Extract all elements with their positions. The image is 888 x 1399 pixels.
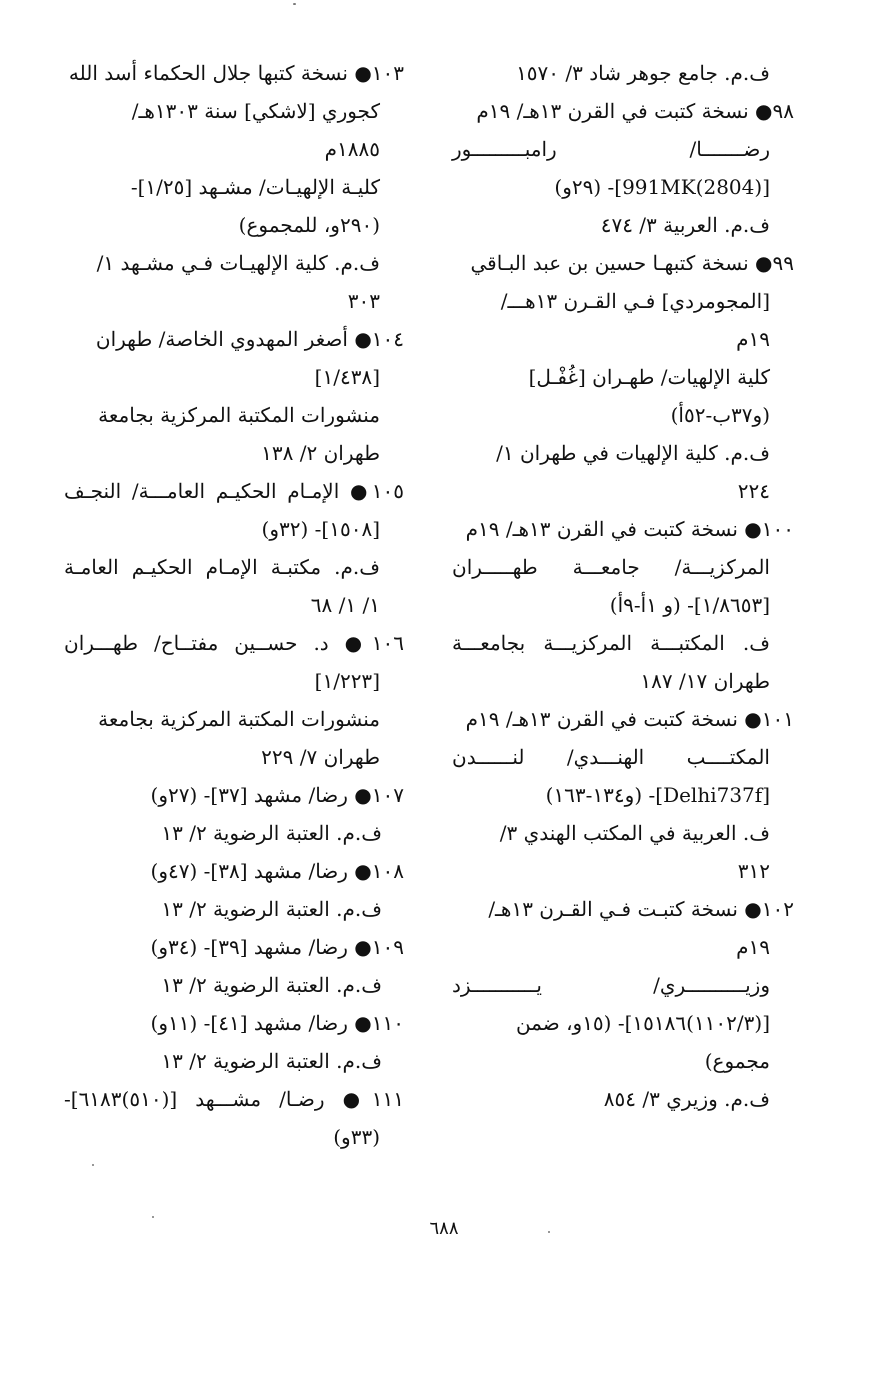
- entry-first-line: ٩٩● نسخة كتبهـا حسين بن عبد البـاقي: [470, 251, 794, 275]
- entry-line: كجوري [لاشكي] سنة ١٣٠٣هـ/: [131, 99, 380, 123]
- entry-first-line: ١٠٩● رضا/ مشهد [٣٩]- (٣٤و): [150, 935, 404, 959]
- entry-line: ف.م. مكتبـة الإمـام الحكيـم العامـة: [64, 555, 380, 579]
- entry-line: ف.م. وزيري ٣/ ٨٥٤: [603, 1087, 770, 1111]
- entry-line: كلية الإلهيات/ طهـران [غُفْـل]: [528, 365, 770, 389]
- entry-first-line: ١٠٧● رضا/ مشهد [٣٧]- (٢٧و): [150, 783, 404, 807]
- entry-line: ١/ ١/ ٦٨: [310, 593, 380, 617]
- entry-first-line: ١٠١● نسخة كتبت في القرن ١٣هـ/ ١٩م: [465, 707, 794, 731]
- catalog-entry: [452, 54, 794, 92]
- entry-line: (٣٣و): [333, 1125, 380, 1149]
- entry-line: ف. المكتبـــة المركزيـــة بجامعـــة: [452, 631, 770, 655]
- catalog-entry: [64, 776, 404, 852]
- entry-line: طهران ١٧/ ١٨٧: [640, 669, 770, 693]
- right-column: [452, 54, 794, 1118]
- entry-line: ف.م. كلية الإلهيـات فـي مشـهد ١/: [96, 251, 380, 275]
- entry-line: ف. العربية في المكتب الهندي ٣/: [499, 821, 770, 845]
- entry-line: ٣١٢: [737, 859, 770, 883]
- scan-speck: [92, 1164, 94, 1166]
- catalog-entry: [64, 1080, 404, 1156]
- entry-line: كليـة الإلهيـات/ مشـهد [١/٢٥]-: [130, 175, 380, 199]
- entry-line: ٣٠٣: [347, 289, 380, 313]
- entry-line: المركزيـــة/ جامعـــة طهـــــران: [452, 555, 770, 579]
- catalog-entry: [64, 472, 404, 624]
- catalog-entry: [64, 1004, 404, 1080]
- entry-line: منشورات المكتبة المركزية بجامعة: [98, 403, 380, 427]
- entry-first-line: ١١٠● رضا/ مشهد [٤١]- (١١و): [150, 1011, 404, 1035]
- entry-line: [١٥٠٨]- (٣٢و): [261, 517, 380, 541]
- entry-line: ف.م. العربية ٣/ ٤٧٤: [600, 213, 770, 237]
- entry-line: ١٨٨٥م: [324, 137, 380, 161]
- catalog-entry: [64, 928, 404, 1004]
- scan-speck: [548, 1231, 550, 1233]
- entry-line: ١٩م: [736, 327, 770, 351]
- catalog-entry: [452, 510, 794, 700]
- entry-first-line: ١٠٢● نسخة كتبـت فـي القـرن ١٣هـ/: [488, 897, 794, 921]
- entry-line: [١/٤٣٨]: [314, 365, 380, 389]
- entry-first-line: ١٠٠● نسخة كتبت في القرن ١٣هـ/ ١٩م: [465, 517, 794, 541]
- entry-line: مجموع): [704, 1049, 770, 1073]
- catalog-entry: [452, 92, 794, 244]
- entry-first-line: ٩٨● نسخة كتبت في القرن ١٣هـ/ ١٩م: [476, 99, 794, 123]
- entry-line: وزيــــــــــري/ يـــــــــــزد: [452, 973, 770, 997]
- catalog-entry: [64, 320, 404, 472]
- entry-line: المكتــــب الهنـــدي/ لنــــــدن: [452, 745, 770, 769]
- entry-first-line: ١٠٨● رضا/ مشهد [٣٨]- (٤٧و): [150, 859, 404, 883]
- catalog-entry: [64, 852, 404, 928]
- entry-first-line: ١٠٥● الإمـام الحكيـم العامـــة/ النجـف: [64, 479, 404, 503]
- catalog-entry: [452, 890, 794, 1118]
- catalog-entry: [64, 54, 404, 320]
- entry-line: [(2804)991MK]- (٢٩و): [554, 175, 770, 199]
- entry-line: [١/٨٦٥٣]- (و ١أ-٩أ): [609, 593, 770, 617]
- entry-line: ف.م. العتبة الرضوية ٢/ ١٣: [161, 821, 382, 845]
- scan-speck: [152, 1216, 154, 1218]
- entry-line: ٢٢٤: [737, 479, 770, 503]
- catalog-entry: [452, 244, 794, 510]
- entry-line: ف.م. كلية الإلهيات في طهران ١/: [496, 441, 770, 465]
- catalog-entry: [64, 624, 404, 776]
- entry-line: طهران ٧/ ٢٢٩: [261, 745, 380, 769]
- entry-first-line: ١٠٤● أصغر المهدوي الخاصة/ طهران: [95, 327, 404, 351]
- entry-line: [١/٢٢٣]: [314, 669, 380, 693]
- entry-first-line: ١١١● رضـا/ مشـــهد [(٥١٠)٦١٨٣]-: [64, 1087, 404, 1111]
- entry-first-line: ١٠٦● د. حســين مفتــاح/ طهـــران: [64, 631, 404, 655]
- entry-line: ١٩م: [736, 935, 770, 959]
- entry-line: ف.م. العتبة الرضوية ٢/ ١٣: [161, 973, 382, 997]
- page-number: ٦٨٨: [429, 1218, 459, 1239]
- entry-line: (٢٩٠و، للمجموع): [238, 213, 380, 237]
- entry-line: [المجومردي] فـي القـرن ١٣هـــ/: [500, 289, 770, 313]
- entry-line: (و٣٧ب-٥٢أ): [670, 403, 770, 427]
- entry-line: منشورات المكتبة المركزية بجامعة: [98, 707, 380, 731]
- catalog-entry: [452, 700, 794, 890]
- left-column: [64, 54, 404, 1156]
- entry-line: ف.م. العتبة الرضوية ٢/ ١٣: [161, 1049, 382, 1073]
- entry-line: ف.م. العتبة الرضوية ٢/ ١٣: [161, 897, 382, 921]
- scan-speck: [293, 3, 296, 5]
- entry-line: [(١١٠٢/٣)١٥١٨٦]- (١٥و، ضمن: [515, 1011, 770, 1035]
- entry-first-line: ١٠٣● نسخة كتبها جلال الحكماء أسد الله: [68, 61, 404, 85]
- entry-line: [Delhi737f]- (و١٣٤-١٦٣): [545, 783, 770, 807]
- entry-line: طهران ٢/ ١٣٨: [261, 441, 380, 465]
- entry-first-line: ف.م. جامع جوهر شاد ٣/ ١٥٧٠: [516, 61, 770, 85]
- entry-line: رضـــــــا/ رامبـــــــــور: [452, 137, 770, 161]
